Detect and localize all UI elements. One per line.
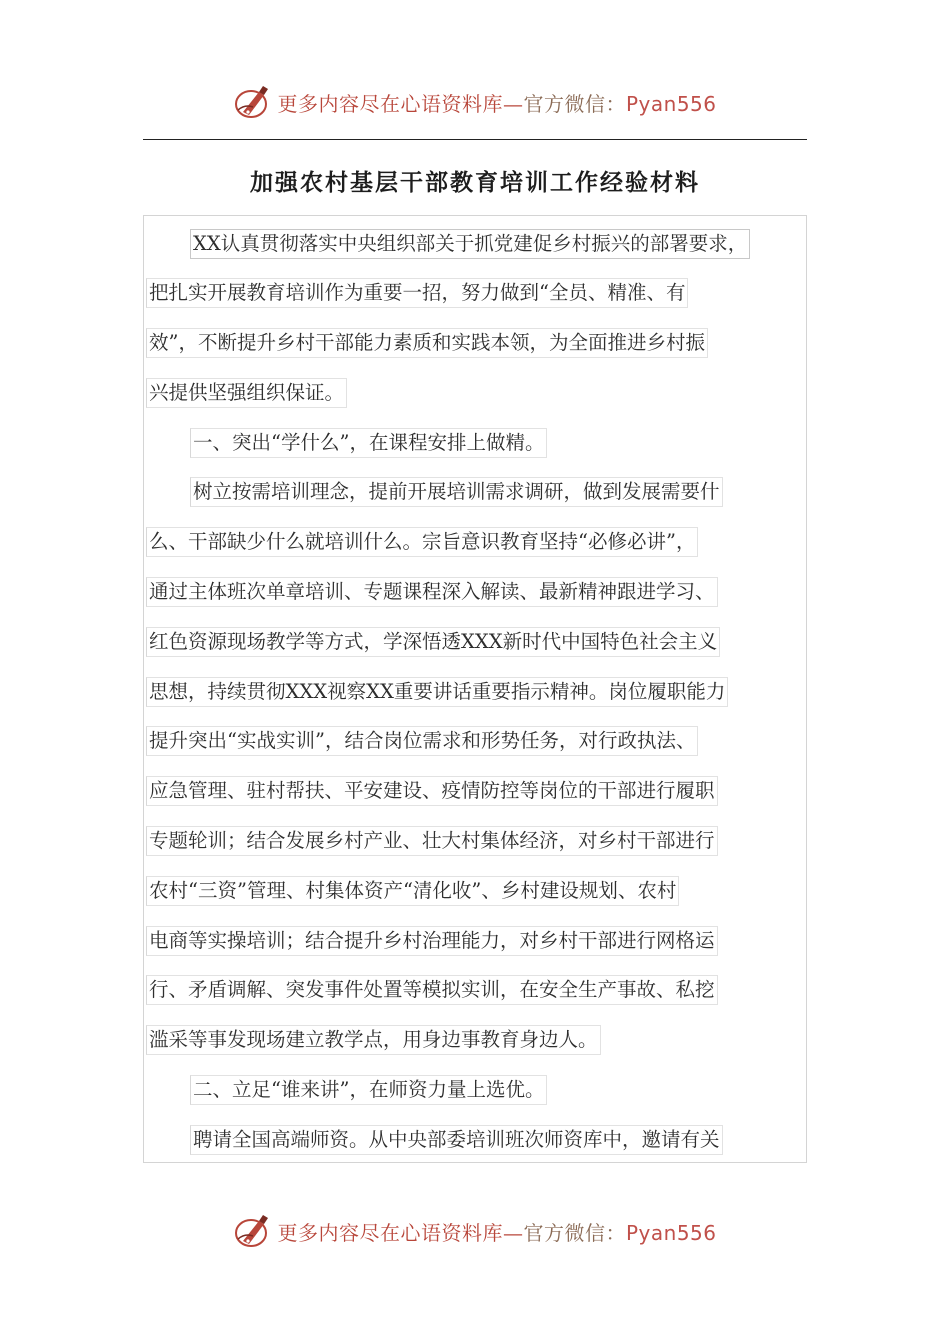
text-line-content: 应急管理、驻村帮扶、平安建设、疫情防控等岗位的干部进行履职 — [146, 776, 718, 806]
text-line-content: 思想，持续贯彻XXX视察XX重要讲话重要指示精神。岗位履职能力 — [146, 677, 728, 707]
text-line — [146, 567, 816, 617]
text-line — [146, 816, 816, 866]
text-line — [146, 716, 816, 766]
text-line — [146, 965, 816, 1015]
watermark-wechat-label: 官方微信： — [523, 1220, 626, 1245]
text-line — [146, 666, 816, 716]
document-title: 加强农村基层干部教育培训工作经验材料 — [250, 169, 700, 196]
header-watermark — [0, 80, 950, 124]
text-line-content: 提升突出“实战实训”，结合岗位需求和形势任务，对行政执法、 — [146, 726, 698, 756]
text-line-content: 红色资源现场教学等方式，学深悟透XXX新时代中国特色社会主义 — [146, 627, 720, 657]
text-line-content: XX认真贯彻落实中央组织部关于抓党建促乡村振兴的部署要求， — [190, 229, 750, 259]
text-line-content: 农村“三资”管理、村集体资产“清化收”、乡村建设规划、农村 — [146, 876, 679, 906]
text-line — [146, 616, 816, 666]
text-line-content: 效”，不断提升乡村干部能力素质和实践本领，为全面推进乡村振 — [146, 328, 708, 358]
text-line — [146, 218, 816, 268]
text-line-content: 聘请全国高端师资。从中央部委培训班次师资库中，邀请有关 — [190, 1125, 723, 1155]
text-line-content: 滥采等事发现场建立教学点，用身边事教育身边人。 — [146, 1025, 601, 1055]
text-line — [146, 1114, 816, 1164]
pen-nib-logo-icon — [233, 82, 273, 122]
text-line-content: 把扎实开展教育培训作为重要一招，努力做到“全员、精准、有 — [146, 278, 688, 308]
document-body — [146, 218, 816, 1164]
watermark-text — [277, 88, 716, 117]
text-line-content: 树立按需培训理念，提前开展培训需求调研，做到发展需要什 — [190, 477, 723, 507]
watermark-wechat-id: Pyan556 — [625, 91, 717, 116]
text-line — [146, 865, 816, 915]
text-line — [146, 1015, 816, 1065]
pen-nib-logo-icon — [233, 1211, 273, 1251]
text-line-content: 一、突出“学什么”，在课程安排上做精。 — [190, 428, 547, 458]
text-line — [146, 268, 816, 318]
text-line — [146, 915, 816, 965]
footer-watermark — [0, 1209, 950, 1253]
text-line-content: 兴提供坚强组织保证。 — [146, 378, 347, 408]
text-line — [146, 517, 816, 567]
watermark-site: 更多内容尽在心语资料库 — [277, 1220, 503, 1245]
watermark-wechat-id: Pyan556 — [625, 1220, 717, 1245]
text-line — [146, 318, 816, 368]
text-line — [146, 367, 816, 417]
watermark-separator: — — [502, 91, 524, 116]
watermark-site: 更多内容尽在心语资料库 — [277, 91, 503, 116]
text-line-content: 专题轮训；结合发展乡村产业、壮大村集体经济，对乡村干部进行 — [146, 826, 718, 856]
text-line-content: 么、干部缺少什么就培训什么。宗旨意识教育坚持“必修必讲”， — [146, 527, 698, 557]
watermark-separator: — — [502, 1220, 524, 1245]
section-heading — [146, 417, 816, 467]
watermark-text — [277, 1217, 716, 1246]
header-divider — [143, 139, 807, 140]
text-line — [146, 766, 816, 816]
text-line-content: 行、矛盾调解、突发事件处置等模拟实训，在安全生产事故、私挖 — [146, 975, 718, 1005]
section-heading — [146, 1065, 816, 1115]
text-line — [146, 467, 816, 517]
text-line-content: 二、立足“谁来讲”，在师资力量上选优。 — [190, 1075, 547, 1105]
watermark-wechat-label: 官方微信： — [523, 91, 626, 116]
text-line-content: 通过主体班次单章培训、专题课程深入解读、最新精神跟进学习、 — [146, 577, 718, 607]
text-line-content: 电商等实操培训；结合提升乡村治理能力，对乡村干部进行网格运 — [146, 926, 718, 956]
